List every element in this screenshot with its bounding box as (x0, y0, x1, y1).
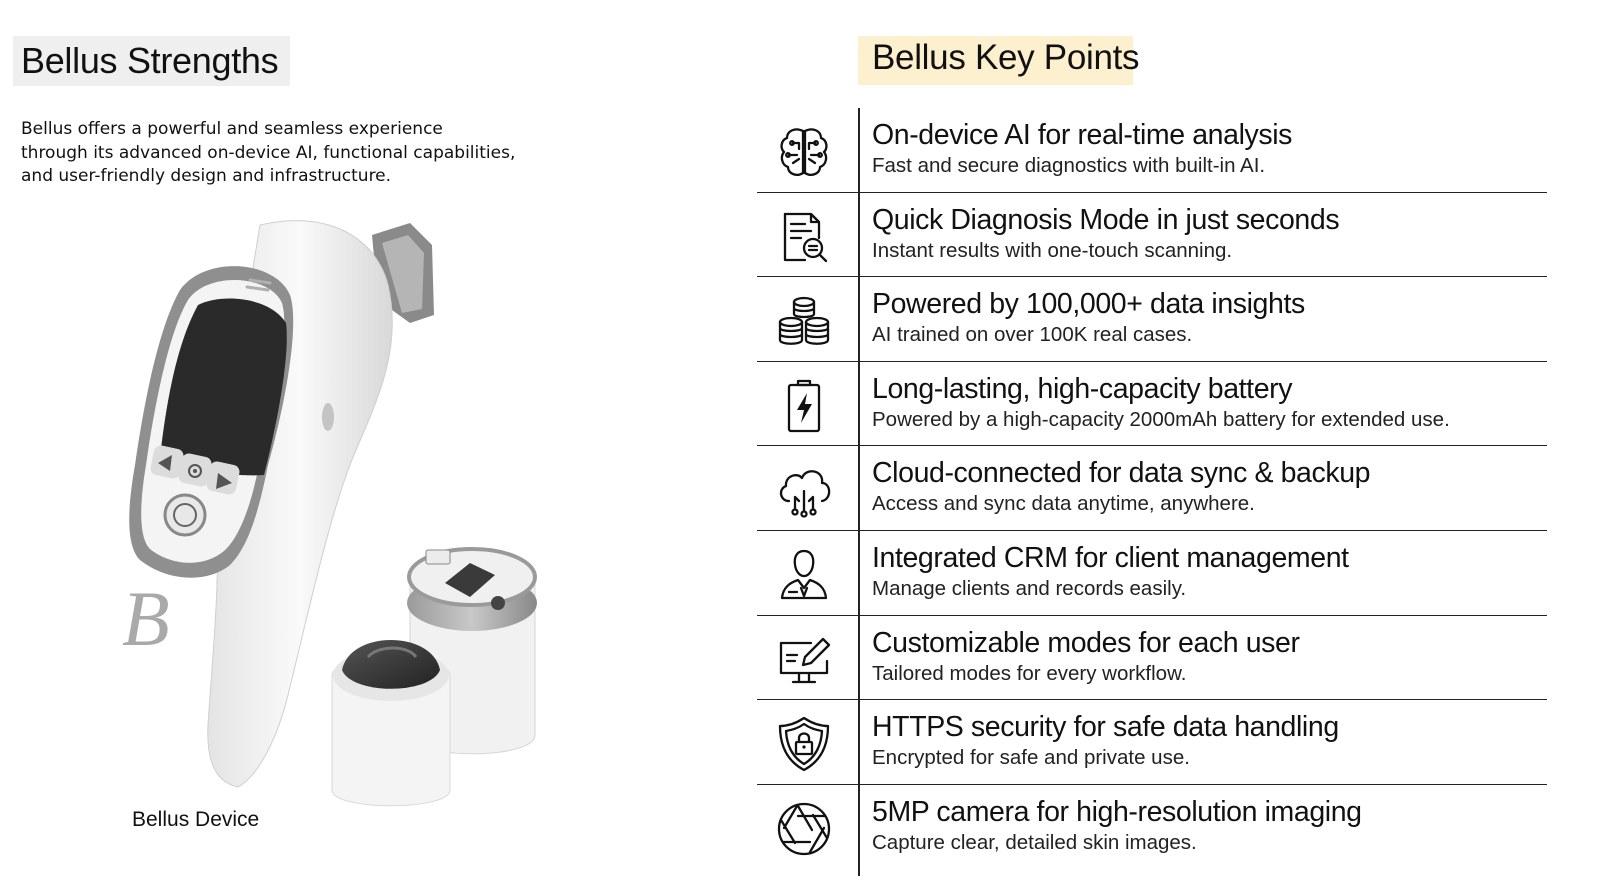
key-point-item (757, 616, 1547, 701)
key-point-heading: Long-lasting, high-capacity battery (872, 372, 1293, 405)
user-icon (775, 546, 833, 604)
key-point-subtext: Fast and secure diagnostics with built-in AI. (872, 154, 1266, 177)
database-coins-icon (775, 292, 833, 350)
key-points-list (757, 108, 1547, 876)
key-point-item (757, 108, 1547, 193)
key-point-subtext: Manage clients and records easily. (872, 576, 1187, 600)
monitor-edit-icon (775, 631, 833, 689)
key-points-title (858, 36, 1140, 85)
key-point-item (757, 446, 1547, 531)
bellus-device-image (110, 205, 560, 810)
intro-line: and user-friendly design and infrastructure. (21, 166, 392, 186)
key-point-item (757, 700, 1547, 785)
shield-lock-icon (775, 715, 833, 773)
key-point-item (757, 193, 1547, 278)
key-point-heading: Cloud-connected for data sync & backup (872, 457, 1371, 490)
ai-brain-icon (775, 123, 833, 181)
key-point-item (757, 277, 1547, 362)
document-search-icon (775, 208, 833, 266)
strengths-intro (21, 118, 561, 189)
device-caption: Bellus Device (132, 808, 260, 831)
strengths-title-text: Bellus Strengths (21, 40, 279, 81)
key-points-title-text: Bellus Key Points (872, 38, 1140, 77)
key-point-subtext: Tailored modes for every workflow. (872, 661, 1187, 685)
camera-aperture-icon (775, 800, 833, 858)
strengths-title (13, 36, 290, 86)
key-point-subtext: Powered by a high-capacity 2000mAh battery for extended use. (872, 407, 1450, 431)
key-point-heading: Integrated CRM for client management (872, 541, 1349, 574)
key-point-heading: Powered by 100,000+ data insights (872, 288, 1305, 321)
key-point-subtext: AI trained on over 100K real cases. (872, 323, 1193, 347)
key-point-subtext: Instant results with one-touch scanning. (872, 238, 1233, 262)
battery-icon (775, 377, 833, 435)
key-point-subtext: Encrypted for safe and private use. (872, 746, 1190, 770)
key-point-heading: 5MP camera for high-resolution imaging (872, 795, 1362, 828)
svg-text:B: B (122, 575, 170, 662)
key-point-item (757, 531, 1547, 616)
key-point-heading: On-device AI for real-time analysis (872, 119, 1292, 151)
intro-line: through its advanced on-device AI, functional capabilities, (21, 142, 516, 163)
intro-line: Bellus offers a powerful and seamless experience (21, 119, 443, 139)
key-point-heading: HTTPS security for safe data handling (872, 711, 1339, 744)
key-point-subtext: Capture clear, detailed skin images. (872, 830, 1197, 854)
key-point-heading: Customizable modes for each user (872, 626, 1300, 659)
key-point-item (757, 362, 1547, 447)
key-point-item (757, 785, 1547, 870)
key-point-subtext: Access and sync data anytime, anywhere. (872, 492, 1255, 516)
cloud-network-icon (775, 461, 833, 519)
key-point-heading: Quick Diagnosis Mode in just seconds (872, 203, 1340, 236)
